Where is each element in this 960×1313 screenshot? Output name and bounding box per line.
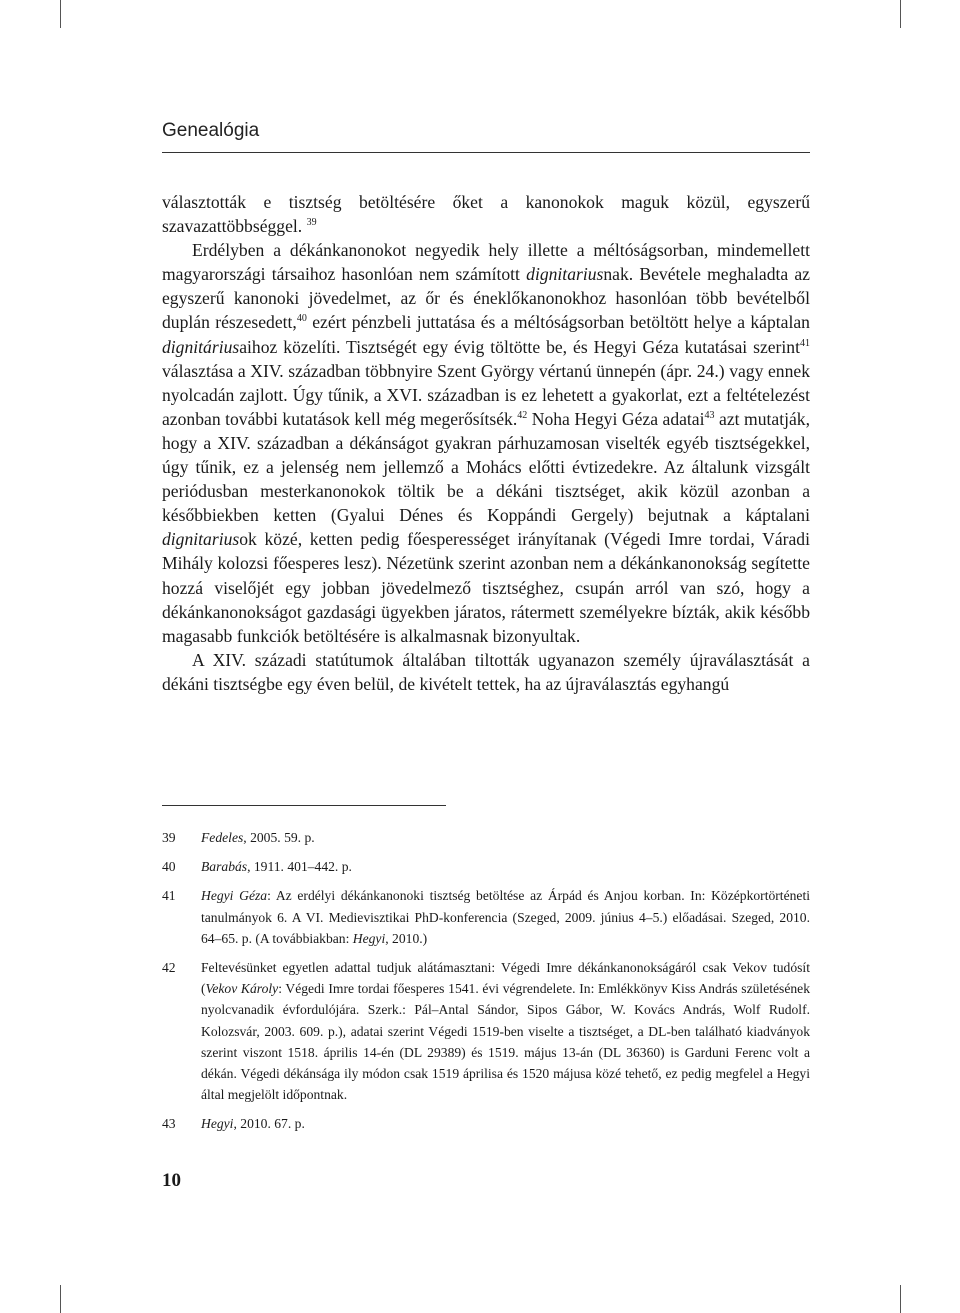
footnote-text	[201, 856, 810, 877]
footnote-citation: , 1911. 401–442. p.	[247, 859, 352, 875]
footnote-number: 42	[162, 960, 176, 976]
footnote-author: Vekov Károly	[205, 981, 279, 997]
paragraph-2	[162, 238, 810, 648]
footnote-citation: , 2010. 67. p.	[233, 1116, 305, 1132]
footnote-citation: , 2005. 59. p.	[243, 830, 315, 845]
paragraph-text: aihoz közelíti. Tisztségét egy évig töltötte be, és Hegyi Géza kutatásai szerint	[239, 336, 800, 357]
paragraph-text: nak. Bevétele meghaladta az egyszerű kanonoki jövedelmet, az őr és éneklőkanonokhoz hasonlóan több bevételből duplán részesedett,	[162, 264, 810, 333]
footnote-ref-41[interactable]: 41	[800, 337, 810, 349]
footnote-author: Fedeles	[201, 830, 244, 845]
main-text	[162, 190, 810, 696]
crop-mark	[60, 0, 61, 28]
crop-mark	[60, 1285, 61, 1313]
paragraph-text: választották e tisztség betöltésére őket a kanonokok maguk közül, egyszerű szavazattöbbséggel.	[162, 192, 810, 237]
footnote-text	[201, 885, 810, 949]
footnote-number: 43	[162, 1116, 176, 1132]
footnote-41	[162, 885, 810, 949]
footnote-citation: : Az erdélyi dékánkanonoki tisztség betöltése az Árpád és Anjou korban. In: Középkortörténeti tanulmányok 6. A VI. Medievisztikai PhD-konferencia (Szeged, 2009. június 4–5.) előadásai. Szeged, 2010. 64–65. p. (A továbbiakban:	[201, 888, 811, 946]
footnote-ref-39[interactable]: 39	[306, 217, 317, 229]
paragraph-text: választása a XIV. században többnyire Szent György vértanú ünnepén (ápr. 24.) vagy ennek nyolcadán zajlott. Úgy tűnik, a XVI. században is ez lehetett a gyakorlat, ezt a feltételezést azonban további kutatások kell még megerősítsék.	[162, 360, 810, 429]
footnote-number: 39	[162, 830, 176, 845]
paragraph-text: A XIV. századi statútumok általában tiltották ugyanazon személy újraválasztását a dékáni tisztségbe egy éven belül, de kivételt tettek, ha az újraválasztás egyhangú	[162, 649, 810, 694]
italic-term: dignitarius	[162, 529, 240, 550]
header-rule	[162, 152, 810, 153]
footnote-43	[162, 1113, 810, 1134]
page-number: 10	[162, 1170, 181, 1191]
footnote-citation: : Végedi Imre tordai főesperes 1541. évi végrendelete. In: Emlékkönyv Kiss András születésének nyolcvanadik évfordulójára. Szerk.: Pál–Antal Sándor, Sipos Gábor, W. Kovács András, Wolf Rudolf. Kolozsvár, 2003. 609. p.), adatai szerint Végedi 1519-ben viselte a tisztséget, a DL-ben található kiadványok szerint viszont 1518. április 14-én (DL 29389) és 1519. május 13-án (DL 36360) is Garduni Ferenc volt a dékán. Végedi dékánsága ily módon csak 1519 áprilisa és 1520 májusa közé tehető, ez pedig megfelel a Hegyi által megjelölt időpontnak.	[201, 981, 810, 1103]
footnote-40	[162, 856, 810, 877]
paragraph-text: Erdélyben a dékánkanonokot negyedik hely illette a méltóságsorban, mindemellett magyarországi társaihoz hasonlóan nem számított	[162, 240, 810, 285]
italic-term: dignitarius	[526, 264, 604, 285]
paragraph-text: Noha Hegyi Géza adatai	[527, 408, 705, 429]
footnote-text	[201, 957, 810, 1105]
footnote-39	[162, 827, 810, 848]
paragraph-3	[162, 648, 810, 696]
crop-mark	[900, 0, 901, 28]
footnote-author: Hegyi	[352, 930, 386, 946]
footnote-author: Hegyi	[201, 1116, 234, 1132]
footnote-number: 40	[162, 859, 176, 875]
footnote-citation: , 2010.)	[385, 930, 428, 946]
footnote-citation: Feltevésünket egyetlen adattal tudjuk alátámasztani: Végedi Imre dékánkanonokságáról csak Vekov tudósít (	[201, 960, 810, 997]
running-header: Genealógia	[162, 120, 260, 141]
footnote-ref-43[interactable]: 43	[704, 409, 715, 421]
footnote-42	[162, 957, 810, 1105]
footnote-ref-40[interactable]: 40	[296, 313, 307, 325]
paragraph-1	[162, 190, 810, 238]
footnote-author: Barabás	[201, 859, 248, 875]
footnote-number: 41	[162, 888, 176, 904]
paragraph-text: ok közé, ketten pedig főesperességet irányítanak (Végedi Imre tordai, Váradi Mihály kolozsi főesperes lesz). Nézetünk szerint azonban nem a dékánkanonokság segítette hozzá viselőjét egy jobban jövedelmező tisztséghez, csupán arról van szó, hogy a dékánkanonokságot gazdasági ügyekben járatos, rátermett személyekre bízták, akik később magasabb funkciók betöltésére is alkalmasnak bizonyultak.	[162, 529, 810, 646]
footnote-text	[201, 1113, 810, 1134]
footnote-ref-42[interactable]: 42	[517, 409, 528, 421]
footnote-author: Hegyi Géza	[201, 888, 268, 904]
italic-term: dignitárius	[162, 336, 240, 357]
crop-mark	[900, 1285, 901, 1313]
footnote-rule	[162, 805, 446, 806]
footnote-text	[201, 827, 810, 848]
paragraph-text: ezért pénzbeli juttatása és a méltóságsorban betöltött helye a káptalan	[306, 312, 810, 333]
paragraph-text: azt mutatják, hogy a XIV. században a dékánságot gyakran párhuzamosan viselték egyéb tisztségekkel, úgy tűnik, ez a jelenség nem jellemző a Mohács előtti évtizedekre. Az általunk vizsgált periódusban mesterkanonokok töltik be a dékáni tisztséget, akik közül azonban a későbbiekben ketten (Gyalui Dénes és Koppándi Gergely) bejutnak a káptalani	[162, 408, 810, 526]
footnotes	[162, 827, 810, 1143]
